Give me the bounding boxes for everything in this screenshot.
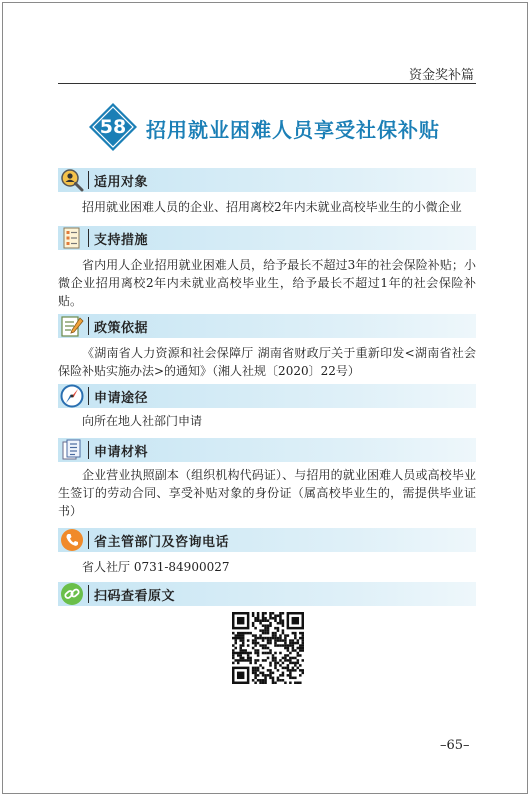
section-divider [88, 317, 89, 335]
section-header-scan [58, 582, 476, 606]
item-title: 招用就业困难人员享受社保补贴 [146, 118, 440, 142]
section-label-measures: 支持措施 [94, 233, 149, 248]
section-text-channel: 向所在地人社部门申请 [82, 414, 203, 428]
files-icon [60, 438, 84, 462]
section-text-contact: 省人社厅 0731-84900027 [82, 560, 230, 574]
section-label-channel: 申请途径 [94, 391, 149, 406]
phone-icon [60, 528, 84, 552]
section-divider [88, 171, 89, 189]
header-rule [58, 83, 476, 84]
page-number: –65– [440, 738, 470, 753]
section-text-basis: 《湖南省人力资源和社会保障厅 湖南省财政厅关于重新印发<湖南省社会保险补贴实施办法>的通知》（湘人社规〔2020〕22号） [58, 346, 476, 378]
section-divider [88, 387, 89, 405]
qr-code[interactable] [232, 612, 304, 684]
section-header-measures [58, 226, 476, 250]
section-text-target: 招用就业困难人员的企业、招用离校2年内未就业高校毕业生的小微企业 [82, 200, 462, 214]
section-label-scan: 扫码查看原文 [94, 589, 176, 604]
section-divider [88, 229, 89, 247]
item-number: 58 [99, 116, 127, 138]
section-header-channel [58, 384, 476, 408]
section-text-materials: 企业营业执照副本（组织机构代码证）、与招用的就业困难人员或高校毕业生签订的劳动合同、享受补贴对象的身份证（属高校毕业生的，需提供毕业证书） [58, 468, 476, 518]
section-divider [88, 531, 89, 549]
checklist-icon [60, 226, 84, 250]
section-text-measures: 省内用人企业招用就业困难人员，给予最长不超过3年的社会保险补贴；小微企业招用离校2年内未就业高校毕业生，给予最长不超过1年的社会保险补贴。 [58, 258, 476, 308]
section-label-target: 适用对象 [94, 175, 149, 190]
section-header-materials [58, 438, 476, 462]
item-title-block [88, 98, 448, 156]
link-icon [60, 582, 84, 606]
section-label-materials: 申请材料 [94, 445, 149, 460]
magnifier-person-icon [60, 168, 84, 192]
section-header-contact [58, 528, 476, 552]
section-header-basis [58, 314, 476, 338]
section-label-contact: 省主管部门及咨询电话 [94, 535, 230, 550]
section-divider [88, 585, 89, 603]
item-number-badge [88, 102, 138, 152]
running-header: 资金奖补篇 [408, 68, 474, 83]
section-divider [88, 441, 89, 459]
section-header-target [58, 168, 476, 192]
section-label-basis: 政策依据 [94, 321, 149, 336]
document-pen-icon [60, 314, 84, 338]
compass-icon [60, 384, 84, 408]
